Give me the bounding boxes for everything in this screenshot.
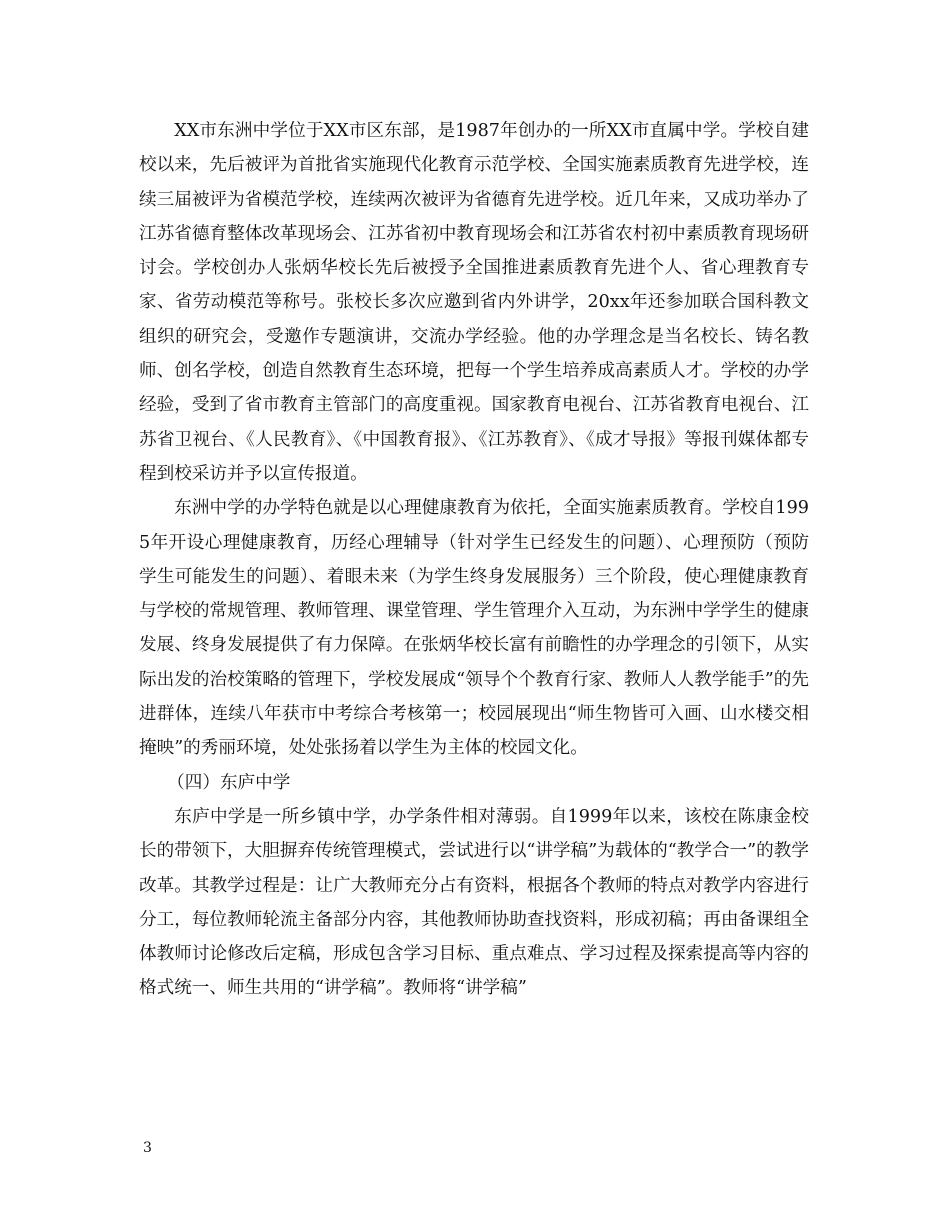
page-number: 3 <box>143 1140 152 1156</box>
paragraph-donglu-intro: 东庐中学是一所乡镇中学，办学条件相对薄弱。自1999年以来，该校在陈康金校长的带领下，大胆摒弃传统管理模式，尝试进行以“讲学稿”为载体的“教学合一”的教学改革。其教学过程是：让广大教师充分占有资料，根据各个教师的特点对教学内容进行分工，每位教师轮流主备部分内容，其他教师协助查找资料，形成初稿；再由备课组全体教师讨论修改后定稿，形成包含学习目标、重点难点、学习过程及探索提高等内容的格式统一、师生共用的“讲学稿”。教师将“讲学稿” <box>139 806 809 999</box>
paragraph-dongzhou-intro: XX市东洲中学位于XX市区东部，是1987年创办的一所XX市直属中学。学校自建校以来，先后被评为首批省实施现代化教育示范学校、全国实施素质教育先进学校，连续三届被评为省模范学校，连续两次被评为省德育先进学校。近几年来，又成功举办了江苏省德育整体改革现场会、江苏省初中教育现场会和江苏省农村初中素质教育现场研讨会。学校创办人张炳华校长先后被授予全国推进素质教育先进个人、省心理教育专家、省劳动模范等称号。张校长多次应邀到省内外讲学，20xx年还参加联合国科教文组织的研究会，受邀作专题演讲，交流办学经验。他的办学理念是当名校长、铸名教师、创名学校，创造自然教育生态环境，把每一个学生培养成高素质人才。学校的办学经验，受到了省市教育主管部门的高度重视。国家教育电视台、江苏省教育电视台、江苏省卫视台、《人民教育》、《中国教育报》、《江苏教育》、《成才导报》等报刊媒体都专程到校采访并予以宣传报道。 <box>139 121 809 484</box>
document-body <box>139 114 809 1006</box>
section-heading: （四）东庐中学 <box>167 772 291 793</box>
paragraph-dongzhou-features: 东洲中学的办学特色就是以心理健康教育为依托，全面实施素质教育。学校自1995年开设心理健康教育，历经心理辅导（针对学生已经发生的问题）、心理预防（预防学生可能发生的问题）、着眼未来（为学生终身发展服务）三个阶段，使心理健康教育与学校的常规管理、教师管理、课堂管理、学生管理介入互动，为东洲中学学生的健康发展、终身发展提供了有力保障。在张炳华校长富有前瞻性的办学理念的引领下，从实际出发的治校策略的管理下，学校发展成“领导个个教育行家、教师人人教学能手”的先进群体，连续八年获市中考综合考核第一；校园展现出“师生物皆可入画、山水楼交相掩映”的秀丽环境，处处张扬着以学生为主体的校园文化。 <box>139 498 809 759</box>
